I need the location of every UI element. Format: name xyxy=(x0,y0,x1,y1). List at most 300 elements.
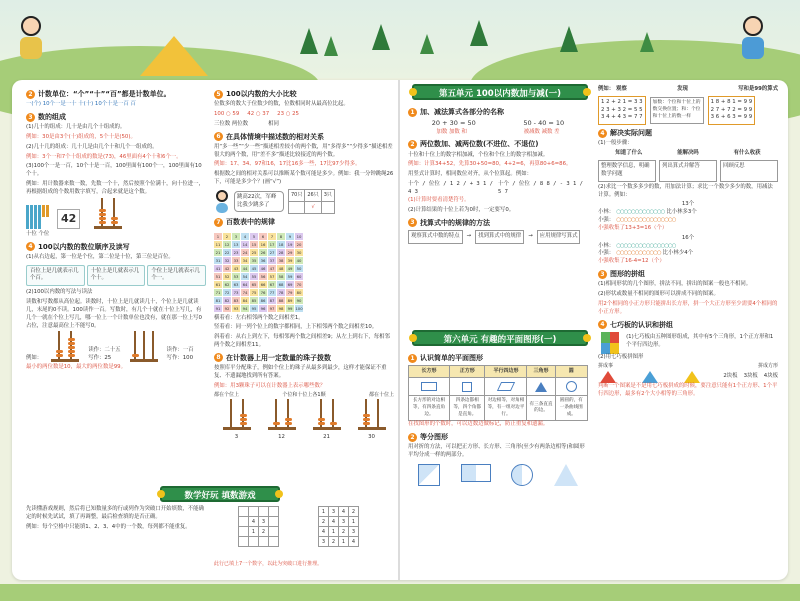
hundred-chart-cell: 90 xyxy=(296,297,302,303)
section-number-badge: 1 xyxy=(408,108,417,117)
folded-rectangle-icon xyxy=(461,464,491,482)
hundred-chart-cell: 50 xyxy=(296,265,302,271)
example-text: 例如：30是由3个(十)组成的，5个十是(50)。 xyxy=(26,133,136,140)
hundred-chart-cell: 83 xyxy=(233,297,239,303)
check-mark: √ xyxy=(305,202,321,214)
paragraph: 用对折的方法，可以把正方形、长方形、三角形(至少有两条边相等)和圆形平均分成一样的两部分。 xyxy=(408,444,585,459)
equation-parts xyxy=(408,129,588,137)
paragraph: (2)求比一个数多多少的数，用加法计算；求比一个数少多少的数，用减法计算。例如： xyxy=(598,183,773,198)
hundred-chart-cell: 6 xyxy=(259,233,267,240)
abacus-icon xyxy=(358,400,386,430)
hundred-chart-cell: 33 xyxy=(233,257,239,263)
estimate-options-table xyxy=(288,189,335,215)
hundred-chart-cell: 38 xyxy=(278,257,284,263)
hundred-chart-cell: 71 xyxy=(215,289,221,295)
bead-value: 21 xyxy=(323,433,330,440)
page-fold-divider xyxy=(398,80,400,580)
hundred-chart-cell: 22 xyxy=(224,249,230,255)
hundred-chart-cell: 39 xyxy=(287,257,293,263)
equation: 50 - 40 = 10 xyxy=(523,119,565,128)
hundred-chart-cell: 84 xyxy=(242,297,248,303)
paragraph: (1)一般步骤： xyxy=(598,140,633,147)
puzzle-grid-empty: 4 3 1 2 xyxy=(238,506,279,547)
tree-icon xyxy=(372,24,390,50)
game-section xyxy=(26,506,206,533)
row-label: 小林： xyxy=(598,242,615,249)
hundred-chart-cell: 2 xyxy=(223,233,231,240)
section-title: 100以内数的大小比较 xyxy=(226,90,297,98)
hundred-chart-cell: 24 xyxy=(242,249,248,255)
bead-value: 12 xyxy=(278,433,285,440)
hundred-chart-cell: 64 xyxy=(242,281,248,287)
shape-header: 三角形 xyxy=(527,366,555,378)
section-heading xyxy=(598,128,778,138)
compare-expr: 23 ○ 25 xyxy=(277,110,299,117)
hundred-chart-cell: 96 xyxy=(260,305,266,311)
pattern-equations-b xyxy=(708,96,756,125)
tangram-label: 拼成方形 xyxy=(757,363,778,370)
sudoku-puzzle xyxy=(238,506,279,547)
hundred-chart-cell: 13 xyxy=(233,241,239,247)
paragraph: 先读懂游戏规则，然后将已知数量多的行或列作为突破口开始填数，不能确定的时候先试试，填了再调整，最后检查填的是否正确。 xyxy=(26,506,204,520)
bead-abacus-row xyxy=(214,400,394,442)
hundred-chart-cell: 87 xyxy=(269,297,275,303)
count-label: 13个 xyxy=(681,201,695,208)
hundred-chart-cell: 61 xyxy=(215,281,221,287)
bottom-grass xyxy=(0,584,800,601)
section-title: 两位数加、减两位数(不进位、不退位) xyxy=(420,140,539,149)
hundred-chart-cell: 69 xyxy=(287,281,293,287)
tip-note: (1)计算时要看清楚符号。 xyxy=(408,196,470,203)
pattern-example xyxy=(598,96,778,125)
hundred-chart-cell: 94 xyxy=(242,305,248,311)
section-heading xyxy=(598,320,778,330)
tree-icon xyxy=(470,20,488,46)
hundred-chart-cell: 31 xyxy=(215,257,221,263)
tangram-label: 拼成事 xyxy=(598,363,614,370)
shape-desc: 对边相等，对角相等，有一组对边平行。 xyxy=(485,396,527,421)
puzzle-grid-solved: 1 3 4 2 2 4 3 1 4 1 2 3 3 2 1 4 xyxy=(318,506,359,547)
hundred-chart-cell: 98 xyxy=(278,305,284,311)
paragraph: 竖着看：同一列个位上的数字都相同，上下相邻两个数之间相差10。 xyxy=(214,324,378,331)
column-1 xyxy=(26,86,206,374)
tangram-figure-icon xyxy=(642,371,658,383)
tangram-count-label: 3块板 xyxy=(743,372,758,379)
tree-icon xyxy=(640,32,654,52)
column-3-lower xyxy=(408,350,588,486)
section-heading xyxy=(26,89,206,99)
tangram-figures xyxy=(598,371,778,383)
section-heading xyxy=(214,217,394,227)
hundred-chart-cell: 11 xyxy=(215,241,221,247)
hundred-chart-cell: 81 xyxy=(215,297,221,303)
shape-header: 长方形 xyxy=(409,366,450,378)
hundred-chart-cell: 95 xyxy=(251,305,257,311)
place-value-box: 十位上是几就表示几个十。 xyxy=(87,265,146,287)
part-names: 加数 加数 和 xyxy=(436,128,467,135)
abacus-icon xyxy=(130,332,158,362)
hundred-chart-cell: 35 xyxy=(251,257,257,263)
row-label: 小林： xyxy=(598,209,615,216)
compare-expr: 42 ○ 37 xyxy=(247,110,270,117)
hundred-chart-cell: 34 xyxy=(242,257,248,263)
vertical-subtract: 十个 / 位位 / 8 8 / - 3 1 / 5 7 xyxy=(498,181,583,195)
equation: 小强收集了16-4=12（个） xyxy=(598,258,665,265)
hundred-chart-cell: 43 xyxy=(233,265,239,271)
hundred-chart-cell: 75 xyxy=(251,289,257,295)
hundred-chart-cell: 40 xyxy=(296,257,302,263)
hundred-chart-cell: 23 xyxy=(233,249,239,255)
hundred-chart-cell: 1 xyxy=(214,233,222,240)
hundred-chart-cell: 67 xyxy=(269,281,275,287)
unit-5-banner: 第五单元 100以内数加与减(一) xyxy=(412,84,588,100)
tangram-count-label: 2块板 xyxy=(723,372,738,379)
hundred-chart-cell: 73 xyxy=(233,289,239,295)
method-flow: 观察算式中数的特点 → 找到算式中的规律 → 应用规律写算式 xyxy=(408,230,588,244)
hundred-chart-cell: 16 xyxy=(260,241,266,247)
shape-header: 圆 xyxy=(555,366,587,378)
hundred-chart-cell: 29 xyxy=(287,249,293,255)
annotation: 比小林多3个 xyxy=(666,209,697,216)
hundred-chart-cell: 7 xyxy=(268,233,276,240)
hundred-chart-cell: 17 xyxy=(269,241,275,247)
tree-icon xyxy=(420,34,434,54)
section-number-badge: 4 xyxy=(598,129,607,138)
speech-bubble: 跳高22次，军峰比我少跳多了 xyxy=(234,191,284,213)
folded-circle-icon xyxy=(511,464,533,486)
hundred-chart-cell: 12 xyxy=(224,241,230,247)
bead-value: 30 xyxy=(368,433,375,440)
folded-triangle-icon xyxy=(554,464,578,486)
circle-icon xyxy=(566,381,577,392)
hundred-chart-cell: 66 xyxy=(260,281,266,287)
hundred-chart-cell: 97 xyxy=(269,305,275,311)
section-title: 计数单位：“个”“十”“百”都是计数单位。 xyxy=(38,90,171,98)
section-heading xyxy=(26,112,206,122)
section-number-badge: 8 xyxy=(214,353,223,362)
hundred-chart-cell: 93 xyxy=(233,305,239,311)
section-number-badge: 2 xyxy=(408,433,417,442)
bead-label: 都在个位上 xyxy=(214,392,240,399)
counting-illustration xyxy=(26,199,206,229)
hundred-chart-cell: 41 xyxy=(215,265,221,271)
section-heading xyxy=(408,107,588,117)
section-title: 等分图形 xyxy=(420,433,448,442)
section-number-badge: 6 xyxy=(214,132,223,141)
abacus-icon xyxy=(268,400,296,430)
section-number-badge: 7 xyxy=(214,218,223,227)
write-as-text: 写作：25 xyxy=(88,354,112,361)
equation: 1 8 + 8 1 = 9 9 xyxy=(710,98,753,105)
read-write-examples xyxy=(26,332,206,362)
hundred-chart-cell: 82 xyxy=(224,297,230,303)
step-label: 有什么收获 xyxy=(733,150,761,157)
hundred-chart-cell: 48 xyxy=(278,265,284,271)
paragraph: 横着看：左右相邻两个数之间相差1。 xyxy=(214,314,304,321)
annotation: 比小林少4个 xyxy=(662,250,694,257)
hundred-chart-cell: 74 xyxy=(242,289,248,295)
hundred-chart-cell: 76 xyxy=(260,289,266,295)
section-heading xyxy=(214,89,394,99)
section-heading xyxy=(408,139,588,149)
girl-character-icon xyxy=(740,16,766,60)
hundred-chart-cell: 18 xyxy=(278,241,284,247)
hundred-chart-cell: 15 xyxy=(251,241,257,247)
section-title: 解决实际问题 xyxy=(610,129,652,138)
equation-row xyxy=(408,119,588,128)
hundred-chart-cell: 28 xyxy=(278,249,284,255)
section-number-badge: 3 xyxy=(598,270,607,279)
option-cell: 3只 xyxy=(321,189,334,201)
fold-shapes xyxy=(408,464,588,486)
section-heading xyxy=(408,353,588,363)
write-as-text: 写作：100 xyxy=(166,354,194,361)
square-icon xyxy=(462,382,472,392)
hundred-chart-cell: 60 xyxy=(296,273,302,279)
pattern-header xyxy=(598,86,778,94)
compare-note: 相同 xyxy=(268,120,279,127)
unit-relation-line: 一(个) 10个一是一十 十(十) 10个十是一百 百 xyxy=(26,101,136,108)
section-title: 在计数器上用一定数量的珠子拨数 xyxy=(226,353,331,362)
hundred-chart-cell: 80 xyxy=(296,289,302,295)
paragraph: 根据数之间的相对关系可以推断某个数可能是多少。例如：我一分钟跳绳26下，可能是多少个？(画“√”) xyxy=(214,171,394,186)
column-4 xyxy=(598,86,778,400)
hundred-chart-cell: 72 xyxy=(224,289,230,295)
equation: 1 2 + 2 1 = 3 3 xyxy=(601,98,643,105)
game-hint: 此行已填上7一个数字，以此为突破口进行推理。 xyxy=(214,561,323,567)
column-3 xyxy=(408,104,588,244)
vertical-add: 十个 / 位位 / 1 2 / + 3 1 / 4 3 xyxy=(408,181,493,195)
section-number-badge: 2 xyxy=(26,90,35,99)
paragraph: 读数和写数都从高位起。读数时，十位上是几就读几十，个位上是几就读几，末尾的0不读。100读作一百。写数时，有几个十就在十位上写几，有几个一就在个位上写几，哪一位上一个计数单位也没有，就在那一位上写0占位，注意最高位上不能写0。 xyxy=(26,299,202,329)
compare-note: 三位数 两位数 xyxy=(214,120,249,127)
steps-row xyxy=(598,150,778,158)
row-label: 小强： xyxy=(598,217,615,224)
bead-label: 个位和十位上各1颗 xyxy=(282,392,326,399)
tip-note: 最小的两位数是10，最大的两位数是99。 xyxy=(26,364,126,371)
hundred-chart-cell: 20 xyxy=(296,241,302,247)
section-title: 七巧板的认识和拼组 xyxy=(610,320,673,329)
section-number-badge: 4 xyxy=(26,242,35,251)
game-banner: 数学好玩 填数游戏 xyxy=(160,486,280,502)
parallelogram-icon xyxy=(497,382,515,391)
paragraph: 按照库平分配珠子，例如个位上的珠子从最多到最少，这样才能保证不重复、不遗漏地找到所有答案。 xyxy=(214,365,387,379)
place-value-box: 个位上是几就表示几个一。 xyxy=(147,265,206,287)
hundred-chart-cell: 53 xyxy=(233,273,239,279)
hundred-chart-cell: 59 xyxy=(287,273,293,279)
column-2 xyxy=(214,86,394,441)
abacus-icon xyxy=(313,400,341,430)
child-icon xyxy=(214,190,230,214)
example-text: 例如：用3颗珠子可以在计数器上表示哪些数？ xyxy=(214,382,326,389)
tent-icon xyxy=(140,36,208,76)
hundred-chart-cell: 4 xyxy=(241,233,249,240)
hundred-chart-cell: 49 xyxy=(287,265,293,271)
section-number-badge: 5 xyxy=(214,90,223,99)
hundred-chart-cell: 70 xyxy=(296,281,302,287)
section-title: 在具体情境中描述数的相对关系 xyxy=(226,132,324,141)
hundred-chart-cell: 55 xyxy=(251,273,257,279)
section-heading xyxy=(598,269,778,279)
section-heading xyxy=(408,432,588,442)
equation: 20 + 30 = 50 xyxy=(431,119,476,128)
hundred-chart-cell: 88 xyxy=(278,297,284,303)
flow-step: 应用规律写算式 xyxy=(537,230,581,244)
paragraph: 例如：每个空格中只能填1、2、3、4中的一个数，每列都不能重复。 xyxy=(26,523,191,530)
hundred-chart xyxy=(214,233,303,312)
example-text: 例如：17、34、97和16，17比16多一些，17比97少得多。 xyxy=(214,161,361,168)
option-cell: 26只 xyxy=(305,189,321,201)
tree-icon xyxy=(300,28,318,54)
pattern-equations-a xyxy=(598,96,646,125)
hundred-chart-cell: 57 xyxy=(269,273,275,279)
abacus-label: 十位 个位 xyxy=(26,230,50,237)
paragraph: (1)相同形状的几个图形，拼法不同，拼出的图案一般也不相同。 xyxy=(598,281,752,288)
hundred-chart-cell: 78 xyxy=(278,289,284,295)
tangram-count-label: 4块板 xyxy=(763,372,778,379)
hundred-chart-cell: 27 xyxy=(269,249,275,255)
bead-value: 3 xyxy=(234,433,239,440)
tangram-figure-icon xyxy=(684,371,700,383)
hundred-chart-cell: 62 xyxy=(224,281,230,287)
hundred-chart-cell: 46 xyxy=(260,265,266,271)
place-value-boxes xyxy=(26,265,206,287)
hundred-chart-cell: 8 xyxy=(277,233,285,240)
section-title: 图形的拼组 xyxy=(610,270,645,279)
hundred-chart-cell: 86 xyxy=(260,297,266,303)
paragraph: (2)形状或数量不相同的图形可以拼成不同的图案。 xyxy=(598,291,719,298)
section-title: 加、减法算式各部分的名称 xyxy=(420,108,504,116)
step-label: 能解决吗 xyxy=(677,150,699,157)
abacus-icon xyxy=(223,400,251,430)
section-number-badge: 1 xyxy=(408,354,417,363)
equation: 2 7 + 7 2 = 9 9 xyxy=(710,106,753,113)
shapes-table xyxy=(408,365,588,421)
section-title: 数的组成 xyxy=(38,112,66,121)
folded-square-icon xyxy=(418,464,440,486)
step-box: 回顾反思 xyxy=(720,160,778,182)
compare-notes xyxy=(214,121,394,129)
paragraph: 用“多一些”“少一些”描述相差较小的两个数，用“多得多”“少得多”描述相差很大的两个数，用“差不多”描述比较接近的两个数。 xyxy=(214,143,393,158)
option-cell: 70只 xyxy=(289,189,305,201)
bar-model-row xyxy=(598,209,778,217)
section-number-badge: 4 xyxy=(598,320,607,329)
compare-expr: 100 ○ 59 xyxy=(214,110,240,117)
estimate-example xyxy=(214,189,394,215)
section-title: 百数表中的规律 xyxy=(226,218,275,227)
pattern-header-cell: 发现 xyxy=(677,86,688,92)
circles-icon: ○○○○○○○○○○○○ xyxy=(616,250,661,257)
example-text: 例如：计算34+52，先算30+50=80，4+2=6，再算80+6=86。 xyxy=(408,161,572,168)
hundred-chart-cell: 63 xyxy=(233,281,239,287)
hundred-chart-cell: 42 xyxy=(224,265,230,271)
hundred-chart-cell: 21 xyxy=(215,249,221,255)
section-heading xyxy=(214,132,394,142)
tree-icon xyxy=(324,36,338,56)
hundred-chart-cell: 9 xyxy=(286,233,294,240)
hundred-chart-cell: 65 xyxy=(251,281,257,287)
hundred-chart-cell: 99 xyxy=(287,305,293,311)
compare-examples xyxy=(214,111,394,119)
shape-desc: 圆圆的，有一条曲线围成。 xyxy=(555,396,587,421)
hundred-chart-cell: 91 xyxy=(215,305,221,311)
hundred-chart-area xyxy=(214,230,394,315)
hundred-chart-cell: 14 xyxy=(242,241,248,247)
hundred-chart-cell: 3 xyxy=(232,233,240,240)
example-label: 例如： xyxy=(26,354,43,361)
abacus-icon xyxy=(94,199,122,229)
equation: 小强收集了13+3=16（个） xyxy=(598,224,668,231)
tangram-labels xyxy=(598,363,778,370)
hundred-chart-cell: 10 xyxy=(296,233,302,239)
hundred-chart-cell: 58 xyxy=(278,273,284,279)
bead-label: 都在十位上 xyxy=(368,392,394,399)
paragraph: (2)几十几的组成：几十几是由几个十和几个一组成的。 xyxy=(26,143,158,150)
flow-step: 观察算式中数的特点 xyxy=(408,230,463,244)
section-heading xyxy=(214,353,394,363)
hundred-chart-cell: 36 xyxy=(260,257,266,263)
rectangle-icon xyxy=(421,382,437,391)
equation: 2 3 + 3 2 = 5 5 xyxy=(601,106,643,113)
section-heading xyxy=(408,218,588,228)
hundred-chart-cell: 5 xyxy=(250,233,258,240)
hundred-chart-cell: 32 xyxy=(224,257,230,263)
hundred-chart-cell: 92 xyxy=(224,305,230,311)
hundred-chart-cell: 44 xyxy=(242,265,248,271)
paragraph: 十位和十位上的数字相加减，个位和个位上的数字相加减。 xyxy=(408,151,549,158)
tip-note: 用2个相同的小正方形只能拼出长方形，拼一个大正方形至少需要4个相同的小正方形。 xyxy=(598,300,778,315)
hundred-chart-cell: 89 xyxy=(287,297,293,303)
read-as-text: 读作：二十五 xyxy=(88,346,121,353)
paragraph: 例如：用计数器来数一数，先数一个十，然后按照个位满十，向十位进一，再根据组成的个数用数字填写，合起来就是这个数。 xyxy=(26,181,204,195)
count-label: 16个 xyxy=(681,234,695,241)
paragraph: (2)用七巧板拼图形 xyxy=(598,353,644,360)
hundred-chart-cell: 30 xyxy=(296,249,302,255)
boy-character-icon xyxy=(18,16,44,60)
circles-icon: ○○○○○○○○○○○○○ xyxy=(616,209,665,216)
circles-icon: ○○○○○○○○○○○○○○○○ xyxy=(616,217,676,224)
hundred-chart-cell: 56 xyxy=(260,273,266,279)
sudoku-solution xyxy=(318,506,359,547)
section-number-badge: 3 xyxy=(408,218,417,227)
place-value-box: 百位上是几就表示几个百。 xyxy=(26,265,85,287)
tangram-square-icon xyxy=(601,332,619,354)
shape-header: 正方形 xyxy=(450,366,485,378)
pattern-header-cell: 例如： 观察 xyxy=(598,86,627,92)
paragraph: (2)计算结果的十位上若为0时，一定要写0。 xyxy=(408,206,515,213)
hundred-chart-cell: 51 xyxy=(215,273,221,279)
hundred-chart-cell: 25 xyxy=(251,249,257,255)
hundred-chart-cell: 77 xyxy=(269,289,275,295)
section-title: 认识简单的平面图形 xyxy=(420,354,483,362)
tip-note: 在找图形的个数时，可以边数边做标记，防止重复和遗漏。 xyxy=(408,421,549,428)
paragraph: (3)100个一是一百，10个十是一百，100里面有100个一，100里面有10个十。 xyxy=(26,163,202,178)
unit-6-banner: 第六单元 有趣的平面图形(一) xyxy=(412,330,588,346)
section-number-badge: 2 xyxy=(408,140,417,149)
example-text: 例如：3个一和7个十组成的数是(73)，46里面有4个十和6个一。 xyxy=(26,153,182,160)
number-card: 42 xyxy=(57,209,80,229)
tangram-figure-icon xyxy=(600,371,616,383)
hundred-chart-cell: 19 xyxy=(287,241,293,247)
hundred-chart-cell: 100 xyxy=(295,305,303,311)
circles-icon: ○○○○○○○○○○○○○○○○ xyxy=(616,242,676,249)
hundred-chart-cell: 54 xyxy=(242,273,248,279)
hundred-chart-cell: 85 xyxy=(251,297,257,303)
abacus-icon xyxy=(51,332,79,362)
paragraph: (1)从右边起，第一位是个位，第二位是十位，第三位是百位。 xyxy=(26,253,174,260)
pattern-header-cell: 写和是99的算式 xyxy=(738,86,778,92)
row-label: 小强： xyxy=(598,250,615,257)
